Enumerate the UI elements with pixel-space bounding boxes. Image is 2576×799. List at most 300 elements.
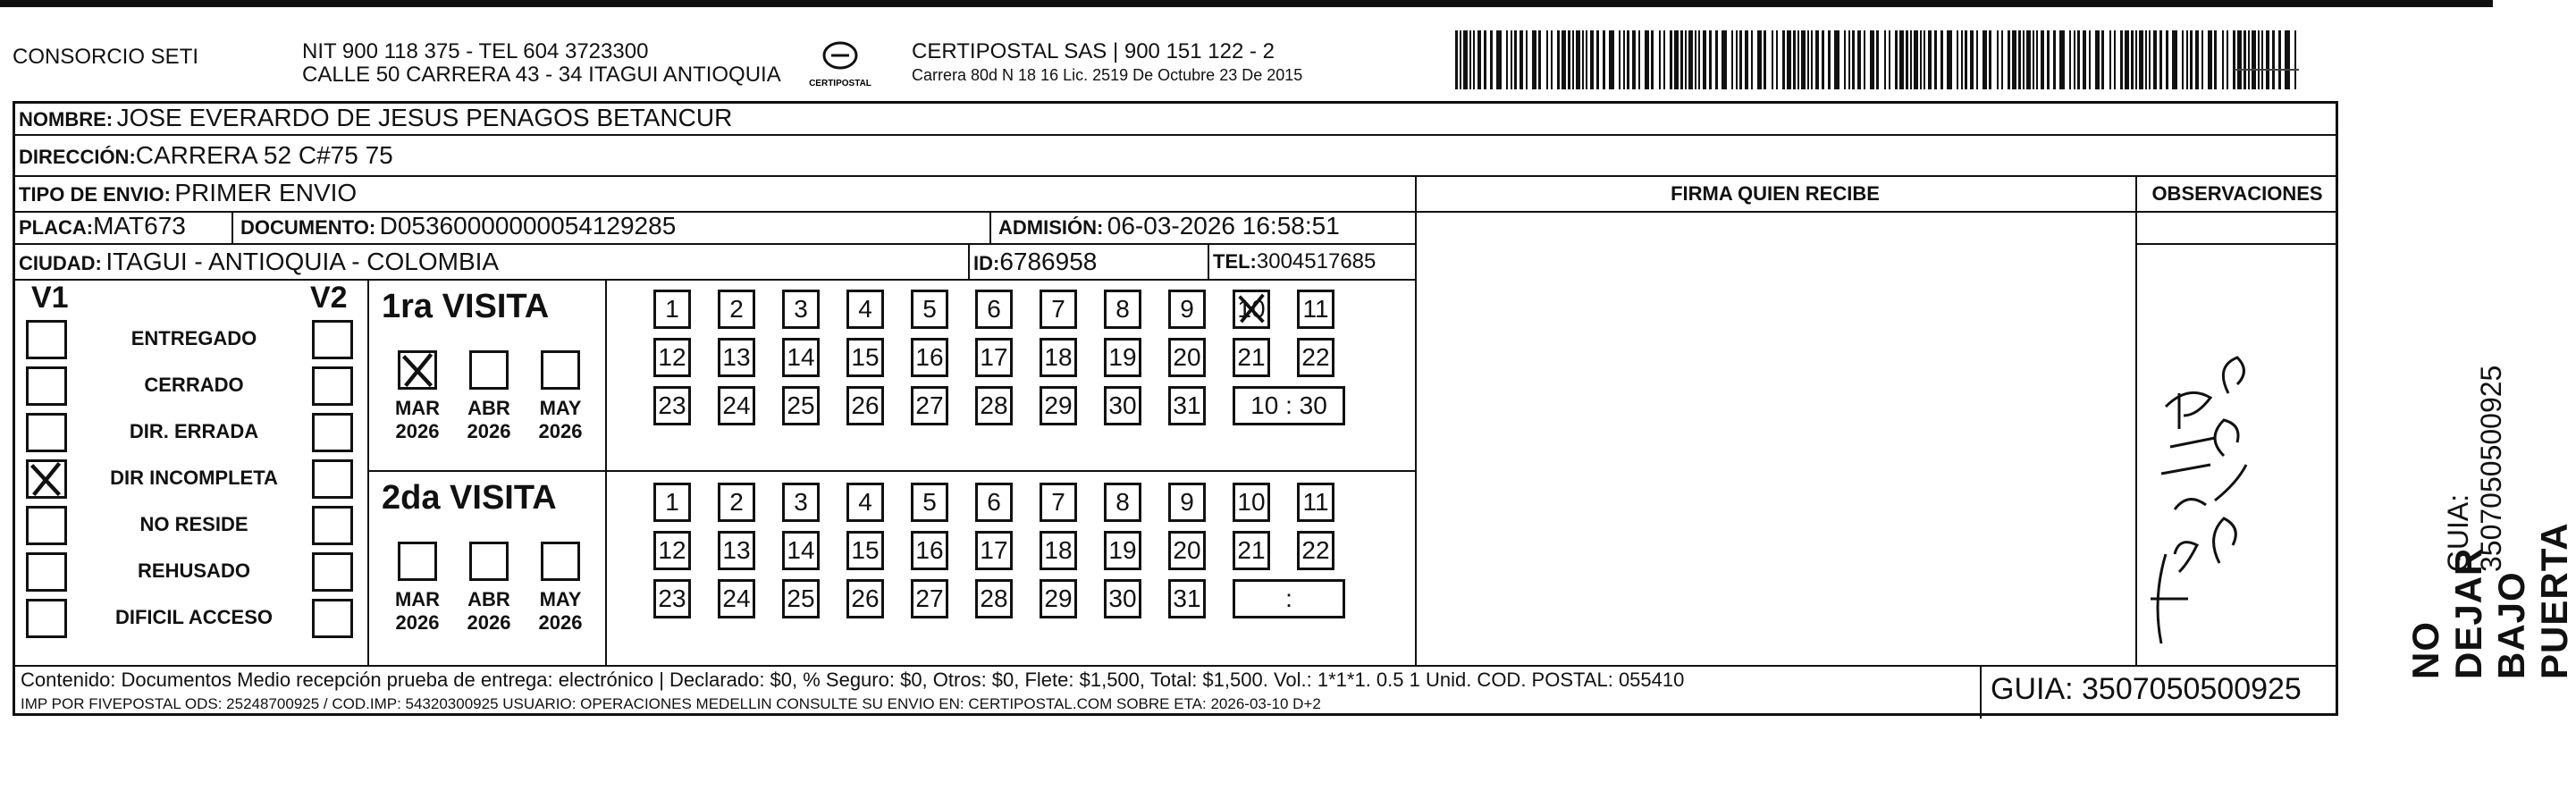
col-divider <box>1980 665 1982 719</box>
day-box[interactable]: 11 <box>1297 483 1334 522</box>
barcode-bar <box>2159 30 2162 89</box>
barcode-bar <box>2135 30 2137 89</box>
barcode-bar <box>1511 30 1512 89</box>
v2-checkbox[interactable] <box>312 413 353 452</box>
day-box[interactable]: 27 <box>911 386 948 425</box>
barcode-bar <box>1506 30 1508 89</box>
day-box[interactable]: 2 <box>718 290 755 329</box>
barcode-bar <box>2041 30 2044 89</box>
day-box[interactable]: 22 <box>1297 338 1334 377</box>
month-label: ABR 2026 <box>467 588 511 634</box>
barcode-bar <box>1663 30 1665 89</box>
barcode-bar <box>2125 30 2129 89</box>
day-check-mark <box>1234 291 1268 325</box>
barcode-bar <box>1674 30 1679 89</box>
barcode-bar <box>2237 30 2242 89</box>
barcode-bar <box>1484 30 1486 89</box>
barcode-bar <box>1989 30 1991 89</box>
barcode-bar <box>1576 30 1580 89</box>
nombre-label: NOMBRE: <box>19 108 114 130</box>
barcode-bar <box>2195 30 2199 89</box>
barcode-bar <box>1695 30 1696 89</box>
barcode-bar <box>2272 30 2275 89</box>
barcode-bar <box>1807 30 1809 89</box>
barcode-bar <box>2008 30 2010 89</box>
barcode-bar <box>1582 30 1584 89</box>
barcode-bar <box>1538 30 1541 89</box>
barcode-bar <box>1739 30 1742 89</box>
day-box[interactable]: 12 <box>653 531 691 570</box>
nit-line: NIT 900 118 375 - TEL 604 3723300 <box>302 39 649 63</box>
barcode-bar <box>1757 30 1762 89</box>
v1-checkbox[interactable] <box>26 413 67 452</box>
barcode-bar <box>1889 30 1890 89</box>
barcode-bar <box>1603 30 1605 89</box>
row-divider <box>15 134 2337 136</box>
barcode-bar <box>1709 30 1712 89</box>
barcode-bar <box>2095 30 2100 89</box>
day-box[interactable]: 2 <box>718 483 755 522</box>
barcode-bar <box>1828 30 1831 89</box>
v2-checkbox[interactable] <box>312 552 353 592</box>
barcode-bar <box>1815 30 1819 89</box>
barcode-bar <box>1928 30 1932 89</box>
barcode-bar <box>1776 30 1778 89</box>
barcode-bar <box>2018 30 2021 89</box>
id-label: ID: <box>973 252 1000 274</box>
barcode-bar <box>1884 30 1886 89</box>
barcode-bar <box>1623 30 1625 89</box>
day-box[interactable]: 23 <box>653 579 691 618</box>
firma-header: FIRMA QUIEN RECIBE <box>1671 182 1880 205</box>
barcode-bar <box>1632 30 1636 89</box>
barcode-bar <box>1870 30 1874 89</box>
barcode-bar <box>2074 30 2075 89</box>
barcode-bar <box>2201 30 2203 89</box>
month-checkbox[interactable] <box>541 350 580 390</box>
barcode-bar <box>2208 30 2212 89</box>
barcode-bar <box>1864 30 1865 89</box>
barcode-bar <box>2166 30 2168 89</box>
barcode-bar <box>1551 30 1553 89</box>
day-box[interactable]: 21 <box>1233 531 1270 570</box>
barcode-bar <box>1801 30 1806 89</box>
barcode-bar <box>1659 30 1661 89</box>
day-box[interactable]: 25 <box>782 386 820 425</box>
day-box[interactable]: 17 <box>975 338 1013 377</box>
delivery-form <box>13 101 2338 716</box>
barcode-bar <box>1793 30 1796 89</box>
barcode-bar <box>1914 30 1918 89</box>
day-box[interactable]: 20 <box>1168 531 1206 570</box>
barcode <box>1455 30 2297 89</box>
month-check-mark <box>398 350 437 390</box>
status-label: DIFICIL ACCESO <box>114 606 273 628</box>
barcode-bar <box>2186 30 2188 89</box>
ciudad-label: CIUDAD: <box>19 252 102 274</box>
barcode-bar <box>1590 30 1594 89</box>
day-box[interactable]: 25 <box>782 579 820 618</box>
day-box[interactable]: 19 <box>1104 531 1141 570</box>
barcode-bar <box>1997 30 1999 89</box>
col-divider <box>605 279 607 665</box>
barcode-bar <box>1609 30 1614 89</box>
barcode-bar <box>1496 30 1502 89</box>
barcode-bar <box>1490 30 1493 89</box>
month-label: ABR 2026 <box>467 397 511 442</box>
col-divider <box>1415 175 1417 665</box>
barcode-bar <box>2139 30 2143 89</box>
barcode-bar <box>2252 30 2256 89</box>
barcode-bar <box>2089 30 2091 89</box>
admision-label: ADMISIÓN: <box>998 216 1104 239</box>
id-value: 6786958 <box>999 248 1098 275</box>
barcode-bar <box>1745 30 1748 89</box>
day-box[interactable]: 22 <box>1297 531 1334 570</box>
day-box[interactable]: 1 <box>653 290 691 329</box>
barcode-bar <box>1822 30 1824 89</box>
barcode-bar <box>1920 30 1922 89</box>
barcode-bar <box>1619 30 1621 89</box>
barcode-bar <box>1848 30 1850 89</box>
barcode-bar <box>1688 30 1693 89</box>
day-box[interactable]: 17 <box>975 531 1013 570</box>
month-label: MAY 2026 <box>538 397 583 442</box>
barcode-bar <box>2001 30 2003 89</box>
barcode-bar <box>1455 30 1458 89</box>
day-box[interactable]: 24 <box>718 386 755 425</box>
month-label: MAR 2026 <box>394 397 441 442</box>
barcode-bar <box>1961 30 1963 89</box>
barcode-bar <box>1680 30 1683 89</box>
placa-value: MAT673 <box>93 212 186 240</box>
day-box[interactable]: 7 <box>1040 483 1077 522</box>
tel-value: 3004517685 <box>1256 249 1376 273</box>
barcode-bar <box>1514 30 1517 89</box>
barcode-bar <box>2069 30 2071 89</box>
day-box[interactable]: 18 <box>1040 338 1077 377</box>
certipostal-line: CERTIPOSTAL SAS | 900 151 122 - 2 <box>912 39 1275 63</box>
visit-divider <box>367 470 1415 472</box>
day-box[interactable]: 14 <box>782 531 820 570</box>
barcode-bar <box>2023 30 2025 89</box>
barcode-bar <box>2227 30 2228 89</box>
barcode-bar <box>1782 30 1785 89</box>
imp-text: IMP POR FIVEPOSTAL ODS: 25248700925 / COD.IMP: 54320300925 USUARIO: OPERACIONES MEDELLIN CONSULTE SU ENVIO EN: CERTIPOSTAL.COM SOBRE ETA: 2026-03-10 D+2 <box>21 695 1321 712</box>
day-box[interactable]: 8 <box>1104 290 1141 329</box>
col-divider <box>1208 243 1209 279</box>
day-box[interactable]: 16 <box>911 338 948 377</box>
barcode-bar <box>1751 30 1753 89</box>
barcode-bar <box>1895 30 1898 89</box>
barcode-bar <box>1520 30 1523 89</box>
day-box[interactable]: 3 <box>782 290 820 329</box>
v2-checkbox[interactable] <box>312 459 353 499</box>
row-divider <box>15 243 1415 245</box>
col-divider <box>968 243 970 279</box>
barcode-bar <box>2047 30 2050 89</box>
col-divider <box>367 279 369 665</box>
footer-divider <box>15 665 2337 667</box>
barcode-bar <box>1983 30 1987 89</box>
ciudad-value: ITAGUI - ANTIOQUIA - COLOMBIA <box>105 248 500 275</box>
barcode-bar <box>1852 30 1855 89</box>
barcode-bar <box>1957 30 1958 89</box>
time-box[interactable]: 10 : 30 <box>1233 386 1345 425</box>
barcode-bar <box>2109 30 2111 89</box>
barcode-bar <box>1638 30 1640 89</box>
barcode-bar <box>1976 30 1978 89</box>
month-label: MAR 2026 <box>394 588 441 634</box>
top-edge <box>0 0 2493 7</box>
barcode-bar <box>1477 30 1481 89</box>
day-box[interactable]: 8 <box>1104 483 1141 522</box>
day-box[interactable]: 15 <box>846 338 884 377</box>
day-box[interactable]: 15 <box>846 531 884 570</box>
barcode-bar <box>2243 30 2246 89</box>
barcode-bar <box>1876 30 1879 89</box>
barcode-bar <box>2172 30 2177 89</box>
visit1-title: 1ra VISITA <box>382 288 550 325</box>
barcode-bar <box>1970 30 1974 89</box>
day-box[interactable]: 9 <box>1168 290 1206 329</box>
barcode-bar <box>1651 30 1654 89</box>
time-box[interactable]: : <box>1233 579 1345 618</box>
day-box[interactable]: 12 <box>653 338 691 377</box>
v1-check-mark <box>26 459 65 499</box>
day-box[interactable]: 16 <box>911 531 948 570</box>
license-line: Carrera 80d N 18 16 Lic. 2519 De Octubre 23 De 2015 <box>912 66 1303 84</box>
month-checkbox[interactable] <box>541 542 580 581</box>
barcode-bar <box>1469 30 1471 89</box>
day-box[interactable]: 4 <box>846 290 884 329</box>
status-label: CERRADO <box>144 374 244 396</box>
day-box[interactable]: 30 <box>1104 386 1141 425</box>
tel-label: TEL: <box>1213 250 1257 273</box>
guia-side: GUIA: 3507050500925 <box>2442 365 2507 572</box>
status-label: REHUSADO <box>138 559 250 582</box>
barcode-bar <box>1857 30 1861 89</box>
barcode-bar <box>1473 30 1475 89</box>
day-box[interactable]: 14 <box>782 338 820 377</box>
barcode-bar <box>2182 30 2184 89</box>
barcode-bar <box>2149 30 2151 89</box>
certipostal-logo <box>806 36 874 95</box>
barcode-bar <box>1463 30 1468 89</box>
barcode-bar <box>1797 30 1799 89</box>
barcode-bar <box>1572 30 1574 89</box>
nombre-value: JOSE EVERARDO DE JESUS PENAGOS BETANCUR <box>116 104 733 131</box>
day-box[interactable]: 24 <box>718 579 755 618</box>
barcode-bar <box>2059 30 2065 89</box>
direccion-label: DIRECCIÓN: <box>19 146 136 168</box>
barcode-bar <box>1844 30 1846 89</box>
status-label: NO RESIDE <box>139 513 248 535</box>
month-checkbox[interactable] <box>398 542 437 581</box>
barcode-bar <box>2190 30 2193 89</box>
day-box[interactable]: 26 <box>846 579 884 618</box>
day-box[interactable]: 18 <box>1040 531 1077 570</box>
barcode-bar <box>2077 30 2080 89</box>
barcode-bar <box>2294 30 2296 89</box>
day-box[interactable]: 21 <box>1233 338 1270 377</box>
barcode-bar <box>1645 30 1649 89</box>
barcode-bar <box>2233 30 2235 89</box>
barcode-bar <box>1731 30 1733 89</box>
barcode-bar <box>1899 30 1904 89</box>
documento-label: DOCUMENTO: <box>240 216 376 239</box>
barcode-bar <box>1546 30 1548 89</box>
no-dejar-warning: NO DEJAR BAJO PUERTA <box>2404 522 2575 679</box>
barcode-bar <box>2145 30 2147 89</box>
day-box[interactable]: 11 <box>1297 290 1334 329</box>
documento-value: D05360000000054129285 <box>379 212 677 240</box>
barcode-bar <box>1947 30 1952 89</box>
day-box[interactable]: 27 <box>911 579 948 618</box>
contenido-text: Contenido: Documentos Medio recepción prueba de entrega: electrónico | Declarado: $0, % Seguro: $0, Otros: $0, Flete: $1,500, Total: $1,500. Vol.: 1*1*1. 0.5 1 Unid. COD. POSTAL: 055410 <box>21 669 1685 691</box>
day-box[interactable]: 9 <box>1168 483 1206 522</box>
day-box[interactable]: 3 <box>782 483 820 522</box>
v2-checkbox[interactable] <box>312 506 353 545</box>
v1-checkbox[interactable] <box>26 599 67 638</box>
day-box[interactable]: 30 <box>1104 579 1141 618</box>
day-box[interactable]: 10 <box>1233 483 1270 522</box>
placa-label: PLACA: <box>19 216 94 239</box>
barcode-bar <box>1906 30 1908 89</box>
barcode-bar <box>1811 30 1813 89</box>
barcode-bar <box>1934 30 1937 89</box>
day-box[interactable]: 4 <box>846 483 884 522</box>
barcode-bar <box>2261 30 2263 89</box>
barcode-bar <box>1940 30 1943 89</box>
day-box[interactable]: 26 <box>846 386 884 425</box>
month-checkbox[interactable] <box>469 542 509 581</box>
barcode-bar <box>2285 30 2290 89</box>
day-box[interactable]: 6 <box>975 483 1013 522</box>
guia-footer: GUIA: 3507050500925 <box>1991 672 2302 706</box>
barcode-bar <box>1557 30 1560 89</box>
day-box[interactable]: 23 <box>653 386 691 425</box>
company-name: CONSORCIO SETI <box>13 45 199 69</box>
month-checkbox[interactable] <box>469 350 509 390</box>
col-divider <box>232 211 233 243</box>
day-box[interactable]: 5 <box>911 483 948 522</box>
v2-header: V2 <box>310 281 348 315</box>
barcode-bar <box>1562 30 1566 89</box>
barcode-bar <box>1532 30 1536 89</box>
barcode-bar <box>2278 30 2281 89</box>
barcode-bar <box>1703 30 1706 89</box>
barcode-bar <box>1736 30 1738 89</box>
barcode-bar <box>1772 30 1773 89</box>
v2-checkbox[interactable] <box>312 599 353 638</box>
col-divider <box>989 211 991 243</box>
day-box[interactable]: 19 <box>1104 338 1141 377</box>
day-box[interactable]: 28 <box>975 579 1013 618</box>
barcode-bar <box>2248 30 2250 89</box>
barcode-bar <box>1670 30 1672 89</box>
day-box[interactable]: 5 <box>911 290 948 329</box>
barcode-bar <box>1627 30 1629 89</box>
v1-checkbox[interactable] <box>26 506 67 545</box>
barcode-bar <box>2131 30 2134 89</box>
barcode-bar <box>1764 30 1766 89</box>
status-label: DIR. ERRADA <box>129 420 259 442</box>
day-box[interactable]: 7 <box>1040 290 1077 329</box>
visit2-title: 2da VISITA <box>382 479 557 517</box>
barcode-bar <box>2036 30 2038 89</box>
logo-text: CERTIPOSTAL <box>809 79 871 88</box>
day-box[interactable]: 29 <box>1040 579 1077 618</box>
v1-header: V1 <box>31 281 69 315</box>
barcode-bar <box>1722 30 1727 89</box>
barcode-bar <box>1787 30 1791 89</box>
v1-checkbox[interactable] <box>26 320 67 359</box>
day-box[interactable]: 13 <box>718 531 755 570</box>
barcode-bar <box>2266 30 2269 89</box>
barcode-bar <box>2258 30 2260 89</box>
barcode-bar <box>2026 30 2031 89</box>
day-box[interactable]: 20 <box>1168 338 1206 377</box>
barcode-bar <box>1526 30 1528 89</box>
observaciones-header: OBSERVACIONES <box>2151 182 2323 205</box>
day-box[interactable]: 28 <box>975 386 1013 425</box>
barcode-bar <box>1685 30 1687 89</box>
tipo-value: PRIMER ENVIO <box>174 179 358 206</box>
v2-checkbox[interactable] <box>312 366 353 406</box>
admision-value: 06-03-2026 16:58:51 <box>1107 212 1340 240</box>
day-box[interactable]: 1 <box>653 483 691 522</box>
status-label: DIR INCOMPLETA <box>110 467 278 489</box>
barcode-bar <box>1568 30 1570 89</box>
barcode-bar <box>1596 30 1599 89</box>
barcode-bar <box>2222 30 2224 89</box>
v2-checkbox[interactable] <box>312 320 353 359</box>
barcode-bar <box>2214 30 2217 89</box>
day-box[interactable]: 13 <box>718 338 755 377</box>
barcode-bar <box>1698 30 1700 89</box>
barcode-bar <box>1910 30 1912 89</box>
barcode-bar <box>2114 30 2116 89</box>
address-line: CALLE 50 CARRERA 43 - 34 ITAGUI ANTIOQUIA <box>302 63 781 87</box>
direccion-value: CARRERA 52 C#75 75 <box>135 141 393 169</box>
day-box[interactable]: 10 <box>1233 290 1270 329</box>
barcode-bar <box>1586 30 1587 89</box>
v1-checkbox[interactable] <box>26 552 67 592</box>
barcode-bar <box>2120 30 2123 89</box>
barcode-bar <box>2012 30 2016 89</box>
day-box[interactable]: 31 <box>1168 386 1206 425</box>
barcode-bar <box>2053 30 2056 89</box>
row-divider <box>2135 243 2337 245</box>
barcode-bar <box>1834 30 1839 89</box>
barcode-bar <box>2101 30 2104 89</box>
tipo-label: TIPO DE ENVIO: <box>19 183 171 206</box>
barcode-bar <box>1715 30 1718 89</box>
row-divider <box>15 279 1415 281</box>
barcode-bar <box>2033 30 2034 89</box>
status-label: ENTREGADO <box>130 327 257 349</box>
divider <box>2235 69 2299 71</box>
row-divider <box>15 175 2337 177</box>
handwritten-observation <box>2126 331 2260 652</box>
day-box[interactable]: 31 <box>1168 579 1206 618</box>
barcode-bar <box>1924 30 1925 89</box>
v1-checkbox[interactable] <box>26 366 67 406</box>
barcode-bar <box>1965 30 1967 89</box>
day-box[interactable]: 29 <box>1040 386 1077 425</box>
day-box[interactable]: 6 <box>975 290 1013 329</box>
